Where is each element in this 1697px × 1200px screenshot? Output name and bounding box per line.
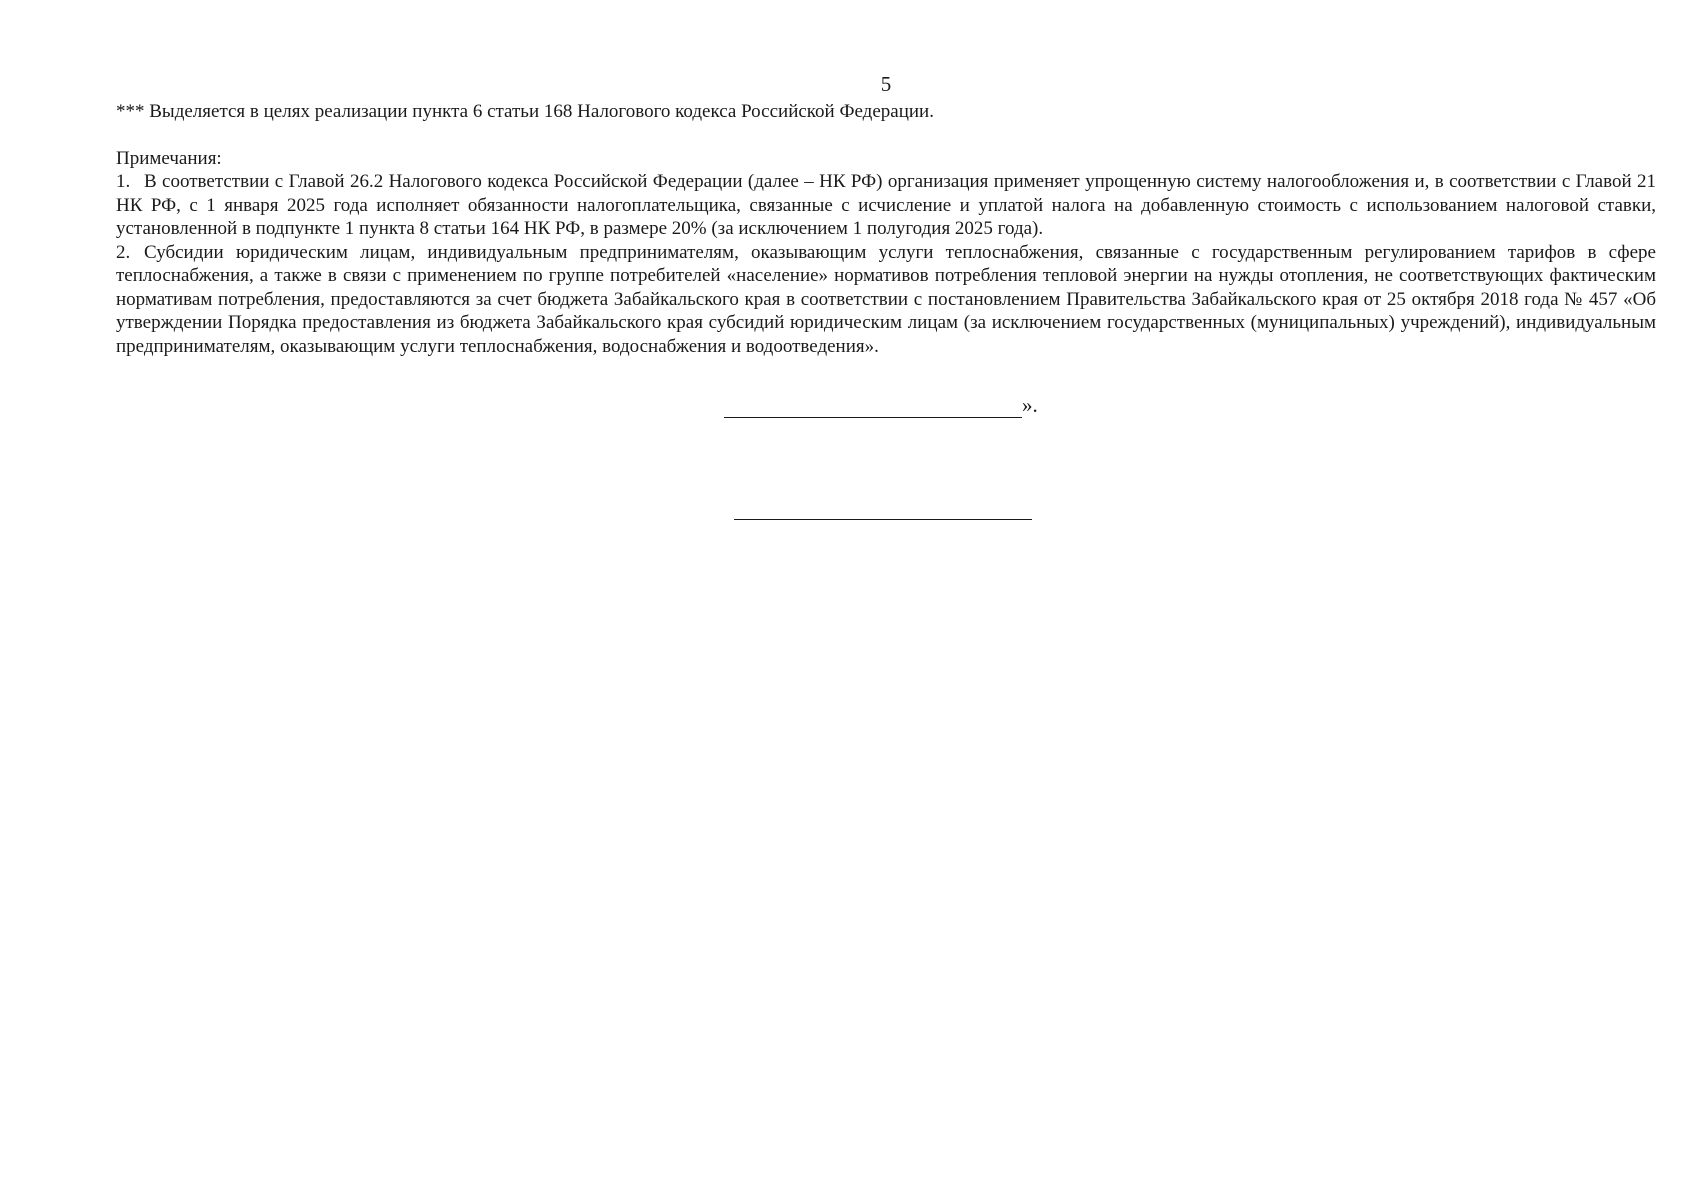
note-item bbox=[116, 170, 1656, 241]
note-number: 1. bbox=[116, 171, 131, 192]
closing-underline bbox=[724, 395, 1022, 418]
note-item bbox=[116, 241, 1656, 359]
end-divider bbox=[734, 519, 1032, 520]
document-body bbox=[116, 100, 1656, 358]
closing-signature-line bbox=[724, 394, 1038, 418]
note-text: Субсидии юридическим лицам, индивидуальным предпринимателям, оказывающим услуги теплоснабжения, связанные с государственным регулированием тарифов в сфере теплоснабжения, а также в связи с применением по группе потребителей «население» нормативов потребления тепловой энергии на нужды отопления, не соответствующих фактическим нормативам потребления, предоставляются за счет бюджета Забайкальского края в соответствии с постановлением Правительства Забайкальского края от 25 октября 2018 года № 457 «Об утверждении Порядка предоставления из бюджета Забайкальского края субсидий юридическим лицам (за исключением государственных (муниципальных) учреждений), индивидуальным предпринимателям, оказывающим услуги теплоснабжения, водоснабжения и водоотведения». bbox=[116, 241, 1656, 357]
footnote: *** Выделяется в целях реализации пункта 6 статьи 168 Налогового кодекса Российской Федерации. bbox=[116, 101, 934, 122]
note-number: 2. bbox=[116, 241, 131, 263]
closing-quote-mark: ». bbox=[1022, 393, 1038, 417]
notes-heading: Примечания: bbox=[116, 147, 222, 169]
note-text: В соответствии с Главой 26.2 Налогового кодекса Российской Федерации (далее – НК РФ) организация применяет упрощенную систему налогообложения и, в соответствии с Главой 21 НК РФ, с 1 января 2025 года исполняет обязанности налогоплательщика, связанные с исчисление и уплатой налога на добавленную стоимость с использованием налоговой ставки, установленной в подпункте 1 пункта 8 статьи 164 НК РФ, в размере 20% (за исключением 1 полугодия 2025 года). bbox=[116, 171, 1656, 239]
page-number: 5 bbox=[880, 72, 892, 96]
